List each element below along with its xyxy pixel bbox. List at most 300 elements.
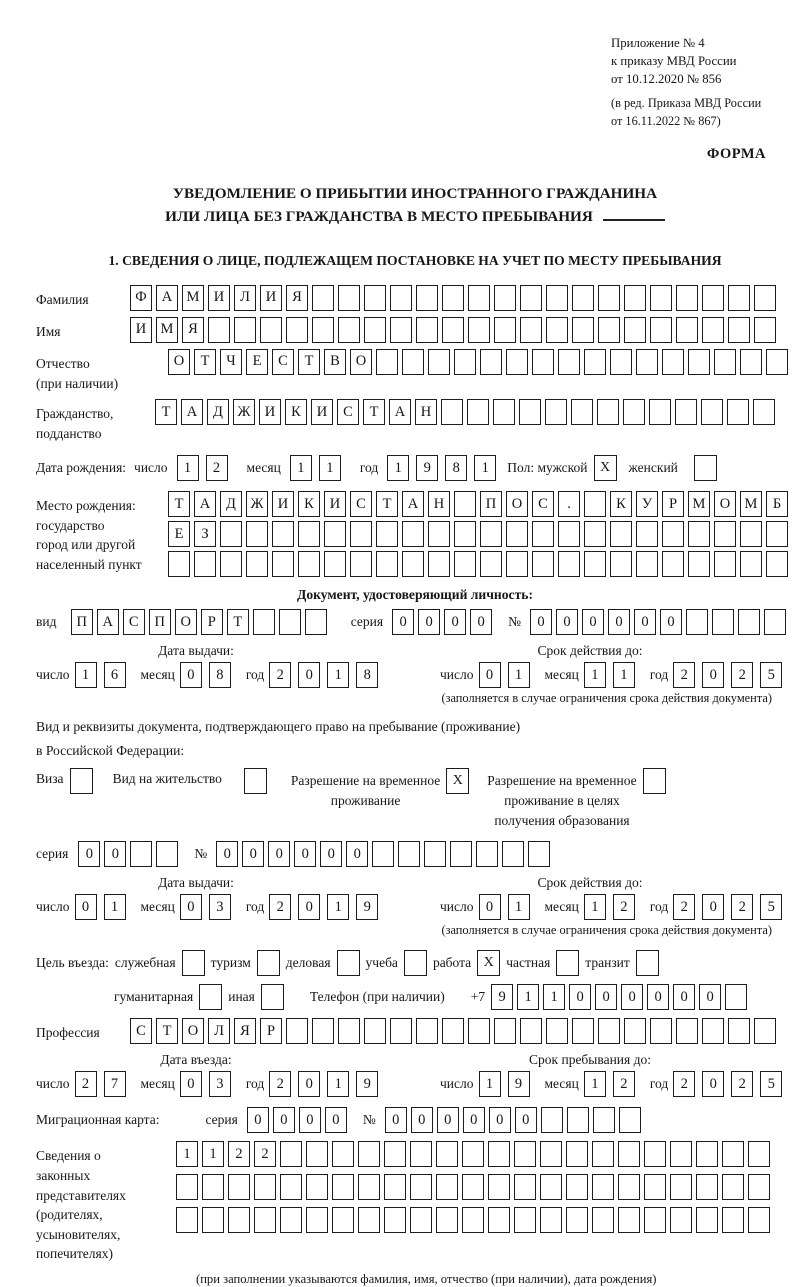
char-cell[interactable]: Р xyxy=(662,491,684,517)
char-cell[interactable]: Н xyxy=(428,491,450,517)
char-cell[interactable] xyxy=(350,521,372,547)
char-cell[interactable] xyxy=(597,399,619,425)
char-cell[interactable]: Т xyxy=(363,399,385,425)
char-cell[interactable]: 1 xyxy=(327,1071,349,1097)
char-cell[interactable]: С xyxy=(123,609,145,635)
char-cell[interactable] xyxy=(754,285,776,311)
char-cell[interactable]: В xyxy=(324,349,346,375)
char-cell[interactable]: О xyxy=(350,349,372,375)
char-cell[interactable]: 2 xyxy=(269,1071,291,1097)
char-cell[interactable] xyxy=(649,399,671,425)
char-cell[interactable] xyxy=(740,349,762,375)
char-cell[interactable]: 0 xyxy=(699,984,721,1010)
char-cell[interactable]: 9 xyxy=(491,984,513,1010)
char-cell[interactable] xyxy=(676,317,698,343)
char-cell[interactable]: 0 xyxy=(247,1107,269,1133)
char-cell[interactable] xyxy=(468,285,490,311)
char-cell[interactable]: 0 xyxy=(595,984,617,1010)
char-cell[interactable] xyxy=(272,551,294,577)
char-cell[interactable] xyxy=(436,1207,458,1233)
char-cell[interactable]: 2 xyxy=(254,1141,276,1167)
char-cell[interactable] xyxy=(624,285,646,311)
char-cell[interactable] xyxy=(740,521,762,547)
char-cell[interactable] xyxy=(494,285,516,311)
char-cell[interactable]: 0 xyxy=(479,662,501,688)
char-cell[interactable]: 2 xyxy=(613,894,635,920)
char-cell[interactable] xyxy=(253,609,275,635)
char-cell[interactable]: М xyxy=(740,491,762,517)
char-cell[interactable] xyxy=(571,399,593,425)
char-cell[interactable]: 1 xyxy=(387,455,409,481)
char-cell[interactable] xyxy=(650,317,672,343)
char-cell[interactable] xyxy=(428,551,450,577)
char-cell[interactable]: 1 xyxy=(584,662,606,688)
char-cell[interactable]: 0 xyxy=(621,984,643,1010)
char-cell[interactable] xyxy=(702,285,724,311)
char-cell[interactable] xyxy=(636,349,658,375)
char-cell[interactable] xyxy=(738,609,760,635)
char-cell[interactable] xyxy=(350,551,372,577)
char-cell[interactable] xyxy=(260,317,282,343)
char-cell[interactable] xyxy=(364,1018,386,1044)
char-cell[interactable]: 0 xyxy=(180,1071,202,1097)
char-cell[interactable] xyxy=(494,1018,516,1044)
char-cell[interactable]: Т xyxy=(156,1018,178,1044)
char-cell[interactable]: Т xyxy=(227,609,249,635)
char-cell[interactable]: 0 xyxy=(299,1107,321,1133)
char-cell[interactable]: С xyxy=(272,349,294,375)
char-cell[interactable] xyxy=(688,521,710,547)
char-cell[interactable] xyxy=(532,551,554,577)
char-cell[interactable] xyxy=(390,1018,412,1044)
char-cell[interactable]: 0 xyxy=(582,609,604,635)
purpose-tourism-checkbox[interactable] xyxy=(257,950,280,976)
char-cell[interactable] xyxy=(520,1018,542,1044)
char-cell[interactable] xyxy=(686,609,708,635)
char-cell[interactable]: . xyxy=(558,491,580,517)
char-cell[interactable] xyxy=(454,551,476,577)
char-cell[interactable]: 0 xyxy=(444,609,466,635)
char-cell[interactable] xyxy=(520,317,542,343)
char-cell[interactable]: О xyxy=(168,349,190,375)
char-cell[interactable]: 1 xyxy=(290,455,312,481)
char-cell[interactable]: 2 xyxy=(731,1071,753,1097)
char-cell[interactable] xyxy=(416,285,438,311)
char-cell[interactable] xyxy=(372,841,394,867)
char-cell[interactable] xyxy=(546,317,568,343)
char-cell[interactable]: И xyxy=(324,491,346,517)
char-cell[interactable] xyxy=(286,1018,308,1044)
char-cell[interactable]: У xyxy=(636,491,658,517)
char-cell[interactable]: 0 xyxy=(673,984,695,1010)
char-cell[interactable] xyxy=(670,1207,692,1233)
char-cell[interactable]: 0 xyxy=(298,894,320,920)
char-cell[interactable] xyxy=(358,1207,380,1233)
char-cell[interactable] xyxy=(532,521,554,547)
char-cell[interactable]: 0 xyxy=(75,894,97,920)
char-cell[interactable] xyxy=(384,1141,406,1167)
char-cell[interactable]: П xyxy=(71,609,93,635)
char-cell[interactable] xyxy=(506,551,528,577)
char-cell[interactable]: Я xyxy=(234,1018,256,1044)
char-cell[interactable] xyxy=(725,984,747,1010)
char-cell[interactable] xyxy=(502,841,524,867)
char-cell[interactable] xyxy=(676,1018,698,1044)
char-cell[interactable] xyxy=(410,1207,432,1233)
char-cell[interactable]: 0 xyxy=(702,662,724,688)
char-cell[interactable] xyxy=(168,551,190,577)
char-cell[interactable]: 0 xyxy=(702,1071,724,1097)
char-cell[interactable] xyxy=(514,1207,536,1233)
char-cell[interactable] xyxy=(384,1174,406,1200)
char-cell[interactable] xyxy=(610,349,632,375)
char-cell[interactable] xyxy=(398,841,420,867)
char-cell[interactable]: К xyxy=(285,399,307,425)
char-cell[interactable]: 2 xyxy=(206,455,228,481)
char-cell[interactable]: 1 xyxy=(474,455,496,481)
char-cell[interactable]: 1 xyxy=(543,984,565,1010)
char-cell[interactable]: О xyxy=(175,609,197,635)
char-cell[interactable] xyxy=(572,317,594,343)
char-cell[interactable]: 2 xyxy=(75,1071,97,1097)
char-cell[interactable]: 0 xyxy=(608,609,630,635)
char-cell[interactable] xyxy=(636,551,658,577)
char-cell[interactable]: 0 xyxy=(569,984,591,1010)
char-cell[interactable]: 0 xyxy=(298,662,320,688)
char-cell[interactable] xyxy=(567,1107,589,1133)
char-cell[interactable] xyxy=(618,1174,640,1200)
char-cell[interactable] xyxy=(442,317,464,343)
char-cell[interactable] xyxy=(332,1174,354,1200)
char-cell[interactable]: 0 xyxy=(242,841,264,867)
char-cell[interactable] xyxy=(584,491,606,517)
char-cell[interactable] xyxy=(332,1207,354,1233)
char-cell[interactable]: 7 xyxy=(104,1071,126,1097)
char-cell[interactable] xyxy=(428,521,450,547)
char-cell[interactable] xyxy=(480,551,502,577)
char-cell[interactable] xyxy=(286,317,308,343)
char-cell[interactable]: Т xyxy=(298,349,320,375)
char-cell[interactable] xyxy=(592,1207,614,1233)
char-cell[interactable] xyxy=(728,1018,750,1044)
char-cell[interactable]: Ж xyxy=(246,491,268,517)
char-cell[interactable] xyxy=(454,491,476,517)
char-cell[interactable] xyxy=(610,551,632,577)
char-cell[interactable]: 0 xyxy=(346,841,368,867)
char-cell[interactable] xyxy=(442,1018,464,1044)
char-cell[interactable] xyxy=(468,1018,490,1044)
char-cell[interactable] xyxy=(764,609,786,635)
char-cell[interactable]: 5 xyxy=(760,662,782,688)
char-cell[interactable]: 0 xyxy=(470,609,492,635)
char-cell[interactable] xyxy=(364,285,386,311)
char-cell[interactable] xyxy=(688,551,710,577)
char-cell[interactable]: М xyxy=(156,317,178,343)
char-cell[interactable]: 5 xyxy=(760,894,782,920)
rvp-edu-checkbox[interactable] xyxy=(643,768,666,794)
char-cell[interactable]: З xyxy=(194,521,216,547)
char-cell[interactable] xyxy=(593,1107,615,1133)
char-cell[interactable] xyxy=(428,349,450,375)
char-cell[interactable]: 0 xyxy=(515,1107,537,1133)
char-cell[interactable] xyxy=(584,521,606,547)
char-cell[interactable]: И xyxy=(259,399,281,425)
char-cell[interactable]: Л xyxy=(234,285,256,311)
char-cell[interactable] xyxy=(592,1141,614,1167)
char-cell[interactable] xyxy=(338,317,360,343)
char-cell[interactable] xyxy=(740,551,762,577)
char-cell[interactable] xyxy=(306,1174,328,1200)
male-checkbox[interactable]: X xyxy=(594,455,617,481)
char-cell[interactable]: Е xyxy=(246,349,268,375)
char-cell[interactable] xyxy=(130,841,152,867)
char-cell[interactable]: 0 xyxy=(294,841,316,867)
char-cell[interactable] xyxy=(254,1207,276,1233)
char-cell[interactable] xyxy=(324,551,346,577)
char-cell[interactable] xyxy=(306,1141,328,1167)
char-cell[interactable]: 2 xyxy=(673,1071,695,1097)
char-cell[interactable] xyxy=(480,521,502,547)
char-cell[interactable] xyxy=(272,521,294,547)
char-cell[interactable] xyxy=(662,521,684,547)
char-cell[interactable]: 1 xyxy=(177,455,199,481)
purpose-commercial-checkbox[interactable] xyxy=(337,950,360,976)
char-cell[interactable] xyxy=(493,399,515,425)
char-cell[interactable] xyxy=(202,1207,224,1233)
char-cell[interactable]: А xyxy=(402,491,424,517)
char-cell[interactable]: 2 xyxy=(269,662,291,688)
char-cell[interactable]: 1 xyxy=(327,894,349,920)
char-cell[interactable]: М xyxy=(688,491,710,517)
char-cell[interactable] xyxy=(358,1141,380,1167)
char-cell[interactable] xyxy=(332,1141,354,1167)
char-cell[interactable]: 1 xyxy=(508,894,530,920)
char-cell[interactable] xyxy=(416,317,438,343)
char-cell[interactable]: 1 xyxy=(508,662,530,688)
char-cell[interactable] xyxy=(520,285,542,311)
char-cell[interactable]: 0 xyxy=(437,1107,459,1133)
char-cell[interactable] xyxy=(566,1207,588,1233)
char-cell[interactable]: 2 xyxy=(673,894,695,920)
char-cell[interactable]: И xyxy=(272,491,294,517)
char-cell[interactable] xyxy=(488,1141,510,1167)
char-cell[interactable] xyxy=(376,521,398,547)
purpose-private-checkbox[interactable] xyxy=(556,950,579,976)
char-cell[interactable] xyxy=(566,1174,588,1200)
char-cell[interactable]: Ж xyxy=(233,399,255,425)
char-cell[interactable]: А xyxy=(156,285,178,311)
char-cell[interactable] xyxy=(519,399,541,425)
char-cell[interactable] xyxy=(748,1207,770,1233)
char-cell[interactable] xyxy=(454,521,476,547)
char-cell[interactable] xyxy=(298,521,320,547)
purpose-other-checkbox[interactable] xyxy=(261,984,284,1010)
char-cell[interactable] xyxy=(670,1141,692,1167)
char-cell[interactable]: С xyxy=(337,399,359,425)
char-cell[interactable] xyxy=(748,1174,770,1200)
char-cell[interactable]: М xyxy=(182,285,204,311)
char-cell[interactable]: Л xyxy=(208,1018,230,1044)
char-cell[interactable] xyxy=(722,1174,744,1200)
char-cell[interactable] xyxy=(540,1207,562,1233)
char-cell[interactable]: 1 xyxy=(479,1071,501,1097)
char-cell[interactable]: Р xyxy=(260,1018,282,1044)
char-cell[interactable]: 1 xyxy=(584,894,606,920)
char-cell[interactable]: А xyxy=(194,491,216,517)
char-cell[interactable] xyxy=(514,1141,536,1167)
char-cell[interactable] xyxy=(528,841,550,867)
char-cell[interactable] xyxy=(338,1018,360,1044)
char-cell[interactable] xyxy=(280,1141,302,1167)
char-cell[interactable] xyxy=(636,521,658,547)
char-cell[interactable] xyxy=(644,1141,666,1167)
char-cell[interactable]: 2 xyxy=(613,1071,635,1097)
char-cell[interactable]: К xyxy=(610,491,632,517)
char-cell[interactable]: 1 xyxy=(327,662,349,688)
char-cell[interactable] xyxy=(384,1207,406,1233)
char-cell[interactable] xyxy=(696,1207,718,1233)
char-cell[interactable] xyxy=(462,1174,484,1200)
char-cell[interactable] xyxy=(279,609,301,635)
char-cell[interactable] xyxy=(424,841,446,867)
char-cell[interactable] xyxy=(376,551,398,577)
char-cell[interactable] xyxy=(722,1207,744,1233)
rvp-checkbox[interactable]: X xyxy=(446,768,469,794)
char-cell[interactable] xyxy=(312,285,334,311)
char-cell[interactable]: П xyxy=(149,609,171,635)
char-cell[interactable] xyxy=(488,1174,510,1200)
char-cell[interactable] xyxy=(696,1141,718,1167)
char-cell[interactable]: И xyxy=(260,285,282,311)
char-cell[interactable]: 1 xyxy=(176,1141,198,1167)
char-cell[interactable] xyxy=(714,551,736,577)
char-cell[interactable] xyxy=(598,1018,620,1044)
char-cell[interactable] xyxy=(254,1174,276,1200)
char-cell[interactable] xyxy=(592,1174,614,1200)
char-cell[interactable] xyxy=(176,1207,198,1233)
char-cell[interactable]: И xyxy=(130,317,152,343)
char-cell[interactable] xyxy=(702,1018,724,1044)
char-cell[interactable] xyxy=(714,349,736,375)
char-cell[interactable] xyxy=(410,1141,432,1167)
char-cell[interactable]: О xyxy=(714,491,736,517)
char-cell[interactable]: 0 xyxy=(479,894,501,920)
char-cell[interactable]: С xyxy=(130,1018,152,1044)
char-cell[interactable]: Ф xyxy=(130,285,152,311)
char-cell[interactable] xyxy=(494,317,516,343)
char-cell[interactable] xyxy=(156,841,178,867)
char-cell[interactable]: 1 xyxy=(75,662,97,688)
char-cell[interactable] xyxy=(546,1018,568,1044)
char-cell[interactable]: Ч xyxy=(220,349,242,375)
char-cell[interactable] xyxy=(228,1174,250,1200)
char-cell[interactable] xyxy=(766,521,788,547)
char-cell[interactable] xyxy=(766,349,788,375)
char-cell[interactable] xyxy=(696,1174,718,1200)
char-cell[interactable] xyxy=(558,551,580,577)
char-cell[interactable] xyxy=(558,349,580,375)
char-cell[interactable] xyxy=(644,1174,666,1200)
char-cell[interactable] xyxy=(220,551,242,577)
char-cell[interactable]: Т xyxy=(376,491,398,517)
char-cell[interactable] xyxy=(364,317,386,343)
purpose-transit-checkbox[interactable] xyxy=(636,950,659,976)
char-cell[interactable] xyxy=(176,1174,198,1200)
char-cell[interactable] xyxy=(208,317,230,343)
char-cell[interactable]: А xyxy=(97,609,119,635)
char-cell[interactable]: 0 xyxy=(104,841,126,867)
char-cell[interactable]: 1 xyxy=(517,984,539,1010)
char-cell[interactable]: 0 xyxy=(489,1107,511,1133)
char-cell[interactable] xyxy=(376,349,398,375)
char-cell[interactable] xyxy=(676,285,698,311)
char-cell[interactable]: П xyxy=(480,491,502,517)
char-cell[interactable] xyxy=(488,1207,510,1233)
char-cell[interactable] xyxy=(610,521,632,547)
char-cell[interactable] xyxy=(650,285,672,311)
char-cell[interactable] xyxy=(246,551,268,577)
char-cell[interactable] xyxy=(558,521,580,547)
char-cell[interactable]: 1 xyxy=(613,662,635,688)
char-cell[interactable] xyxy=(454,349,476,375)
char-cell[interactable]: А xyxy=(181,399,203,425)
char-cell[interactable]: Р xyxy=(201,609,223,635)
char-cell[interactable]: С xyxy=(350,491,372,517)
char-cell[interactable]: 8 xyxy=(445,455,467,481)
char-cell[interactable]: 0 xyxy=(418,609,440,635)
char-cell[interactable]: 8 xyxy=(356,662,378,688)
char-cell[interactable] xyxy=(670,1174,692,1200)
char-cell[interactable] xyxy=(675,399,697,425)
char-cell[interactable] xyxy=(618,1141,640,1167)
char-cell[interactable] xyxy=(442,285,464,311)
char-cell[interactable]: 9 xyxy=(356,894,378,920)
char-cell[interactable] xyxy=(545,399,567,425)
char-cell[interactable]: Т xyxy=(168,491,190,517)
char-cell[interactable] xyxy=(644,1207,666,1233)
char-cell[interactable] xyxy=(220,521,242,547)
char-cell[interactable] xyxy=(662,349,684,375)
char-cell[interactable]: Б xyxy=(766,491,788,517)
char-cell[interactable]: О xyxy=(182,1018,204,1044)
char-cell[interactable] xyxy=(540,1174,562,1200)
char-cell[interactable] xyxy=(722,1141,744,1167)
char-cell[interactable]: 2 xyxy=(673,662,695,688)
char-cell[interactable]: 0 xyxy=(320,841,342,867)
char-cell[interactable] xyxy=(701,399,723,425)
char-cell[interactable] xyxy=(480,349,502,375)
char-cell[interactable] xyxy=(566,1141,588,1167)
char-cell[interactable]: 0 xyxy=(180,894,202,920)
char-cell[interactable]: 0 xyxy=(298,1071,320,1097)
char-cell[interactable]: 9 xyxy=(356,1071,378,1097)
char-cell[interactable] xyxy=(202,1174,224,1200)
char-cell[interactable]: 0 xyxy=(325,1107,347,1133)
char-cell[interactable] xyxy=(766,551,788,577)
char-cell[interactable] xyxy=(312,317,334,343)
char-cell[interactable] xyxy=(754,317,776,343)
char-cell[interactable] xyxy=(228,1207,250,1233)
char-cell[interactable] xyxy=(280,1207,302,1233)
char-cell[interactable] xyxy=(598,285,620,311)
char-cell[interactable] xyxy=(650,1018,672,1044)
char-cell[interactable]: А xyxy=(389,399,411,425)
char-cell[interactable] xyxy=(246,521,268,547)
char-cell[interactable]: Н xyxy=(415,399,437,425)
char-cell[interactable] xyxy=(338,285,360,311)
char-cell[interactable] xyxy=(358,1174,380,1200)
char-cell[interactable]: Д xyxy=(207,399,229,425)
